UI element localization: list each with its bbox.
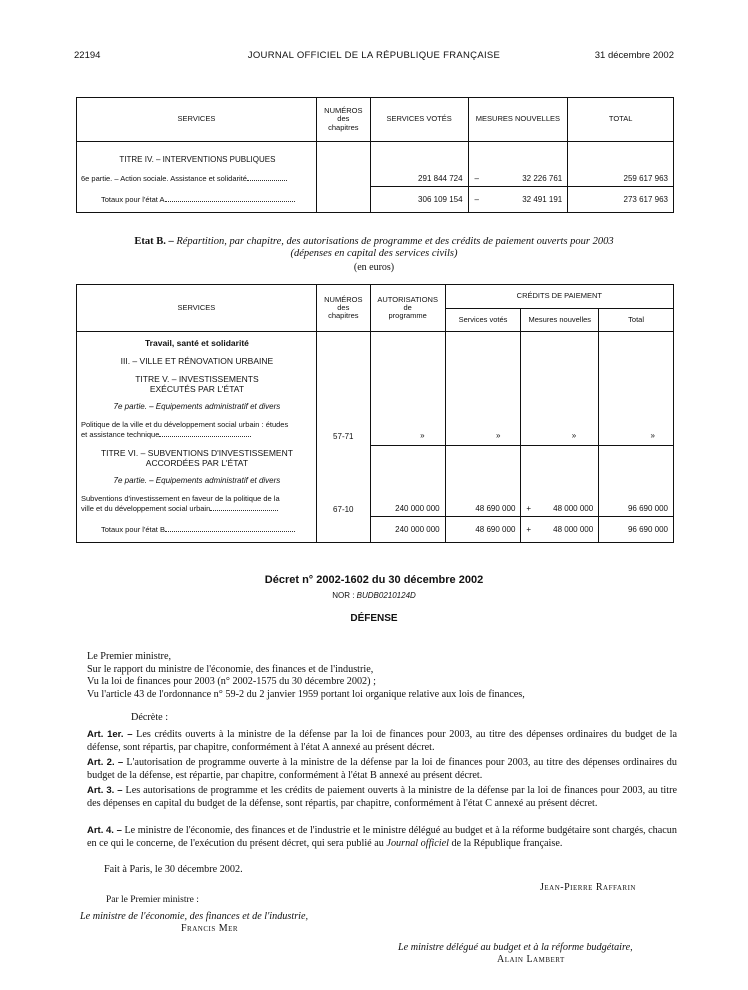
line-label: Subventions d'investissement en faveur de la politique de la ville et du développement social urbain (81, 493, 280, 513)
row1-votes: 291 844 724 (370, 142, 468, 187)
table-etat-a (76, 97, 674, 213)
col-services: SERVICES (77, 98, 317, 142)
article-1: Art. 1er. – Les crédits ouverts à la ministre de la défense par la loi de finances pour 2003, au titre des dépenses ordinaires du budget de la défense, sont répartis, par chapitre, conformément à l'état A annexé au présent décret. (87, 729, 677, 753)
col-mesures-nouvelles: Mesures nouvelles (521, 309, 599, 332)
table-row (77, 446, 317, 517)
col-autorisations: AUTORISATIONS de programme (370, 285, 445, 332)
line1-mesures: » (521, 332, 599, 446)
partie-7-label: 7e partie. – Equipements administratif et divers (113, 475, 281, 485)
article-4: Art. 4. – Le ministre de l'économie, des finances et de l'industrie et le ministre délégué au budget et à la réforme budgétaire sont chargés, chacun en ce qui le concerne, de l'exécution du présent décret, qui sera publié au Journal officiel de la République française. (87, 825, 677, 849)
article-3: Art. 3. – Les autorisations de programme et les crédits de paiement ouverts à la ministre de la défense par la loi de finances pour 2003, au titre des dépenses en capital du budget de la défense, sont répartis, par chapitre, conformément à l'état C annexé au présent décret. (87, 785, 678, 809)
col-services: SERVICES (77, 285, 317, 332)
decrete-label: Décrète : (131, 712, 169, 723)
signature-premier-ministre: Jean-Pierre Raffarin (540, 882, 636, 893)
line-label: Politique de la ville et du développement social urbain : études et assistance technique (81, 419, 289, 439)
line2-mesures: + 48 000 000 (521, 446, 599, 517)
total-mesures: + 48 000 000 (521, 517, 599, 543)
article-2: Art. 2. – L'autorisation de programme ouverte à la ministre de la défense par la loi de finances pour 2003, au titre des dépenses ordinaires du budget de la défense, est répartie, par chapitre, conformément à l'état B annexé au présent décret. (87, 757, 677, 781)
preamble-line: Vu l'article 43 de l'ordonnance n° 59-2 du 2 janvier 1959 portant loi organique relative aux lois de finances, (87, 688, 525, 700)
decree-title: Décret n° 2002-1602 du 30 décembre 2002 (264, 574, 484, 586)
col-credits-paiement: CRÉDITS DE PAIEMENT (445, 285, 673, 309)
par-le-premier-ministre: Par le Premier ministre : (106, 895, 199, 905)
line1-chapitre: 57-71 (316, 332, 370, 446)
section-defense: DÉFENSE (350, 613, 398, 624)
section-label: III. – VILLE ET RÉNOVATION URBAINE (120, 355, 274, 366)
total-total: 96 690 000 (599, 517, 674, 543)
fait-a-paris: Fait à Paris, le 30 décembre 2002. (104, 864, 243, 875)
ministry-label: Travail, santé et solidarité (144, 337, 249, 348)
preamble-line: Vu la loi de finances pour 2003 (n° 2002-1575 du 30 décembre 2002) ; (87, 676, 376, 688)
page-number: 22194 (74, 50, 101, 61)
table-row (77, 332, 317, 446)
line2-total: 96 690 000 (599, 446, 674, 517)
line2-chapitre: 67-10 (316, 446, 370, 517)
col-numeros: NUMÉROS des chapitres (316, 98, 370, 142)
totaux-row: Totaux pour l'état A (77, 187, 317, 213)
journal-title: JOURNAL OFFICIEL DE LA RÉPUBLIQUE FRANÇAISE (247, 50, 501, 61)
total-votes: 306 109 154 (370, 187, 468, 213)
total-mesures: – 32 491 191 (468, 187, 568, 213)
col-services-votes: SERVICES VOTÉS (370, 98, 468, 142)
row1-total: 259 617 963 (568, 142, 674, 187)
titre-iv: TITRE IV. – INTERVENTIONS PUBLIQUES (119, 154, 276, 164)
totaux-row: Totaux pour l'état B (77, 517, 317, 543)
titre-v-label: TITRE V. – INVESTISSEMENTS EXÉCUTÉS PAR L'ÉTAT (135, 373, 259, 394)
col-mesures-nouvelles: MESURES NOUVELLES (468, 98, 568, 142)
preamble (87, 651, 677, 701)
preamble-line: Sur le rapport du ministre de l'économie, des finances et de l'industrie, (87, 663, 374, 675)
row1-mesures: – 32 226 761 (468, 142, 568, 187)
minister-economy-title: Le ministre de l'économie, des finances et de l'industrie, (80, 911, 309, 922)
titre-vi-label: TITRE VI. – SUBVENTIONS D'INVESTISSEMENT ACCORDÉES PAR L'ÉTAT (100, 447, 293, 468)
etat-b-heading: Etat B. – Répartition, par chapitre, des autorisations de programme et des crédits de paiement ouverts pour 2003 (134, 236, 614, 247)
table-row (77, 142, 317, 187)
total-autorisations: 240 000 000 (370, 517, 445, 543)
col-numeros: NUMÉROS des chapitres (316, 285, 370, 332)
minister-budget-title: Le ministre délégué au budget et à la réforme budgétaire, (398, 942, 633, 953)
partie-7-label: 7e partie. – Equipements administratif et divers (113, 401, 281, 411)
table-etat-b (76, 284, 674, 543)
minister-economy-name: Francis Mer (181, 923, 239, 934)
line1-votes: » (445, 332, 521, 446)
minister-budget-name: Alain Lambert (497, 954, 565, 965)
line2-autorisations: 240 000 000 (370, 446, 445, 517)
line1-autorisations: » (370, 332, 445, 446)
preamble-line: Le Premier ministre, (87, 651, 172, 662)
line1-total: » (599, 332, 674, 446)
total-total: 273 617 963 (568, 187, 674, 213)
col-total: TOTAL (568, 98, 674, 142)
issue-date: 31 décembre 2002 (594, 50, 674, 61)
total-votes: 48 690 000 (445, 517, 521, 543)
unit-label: (en euros) (353, 262, 395, 273)
etat-b-subheading: (dépenses en capital des services civils) (290, 248, 458, 259)
row-label: 6e partie. – Action sociale. Assistance et solidarité (81, 174, 314, 183)
line2-votes: 48 690 000 (445, 446, 521, 517)
col-services-votes: Services votés (445, 309, 521, 332)
nor-reference: NOR : BUDB0210124D (332, 591, 416, 600)
col-total: Total (599, 309, 674, 332)
